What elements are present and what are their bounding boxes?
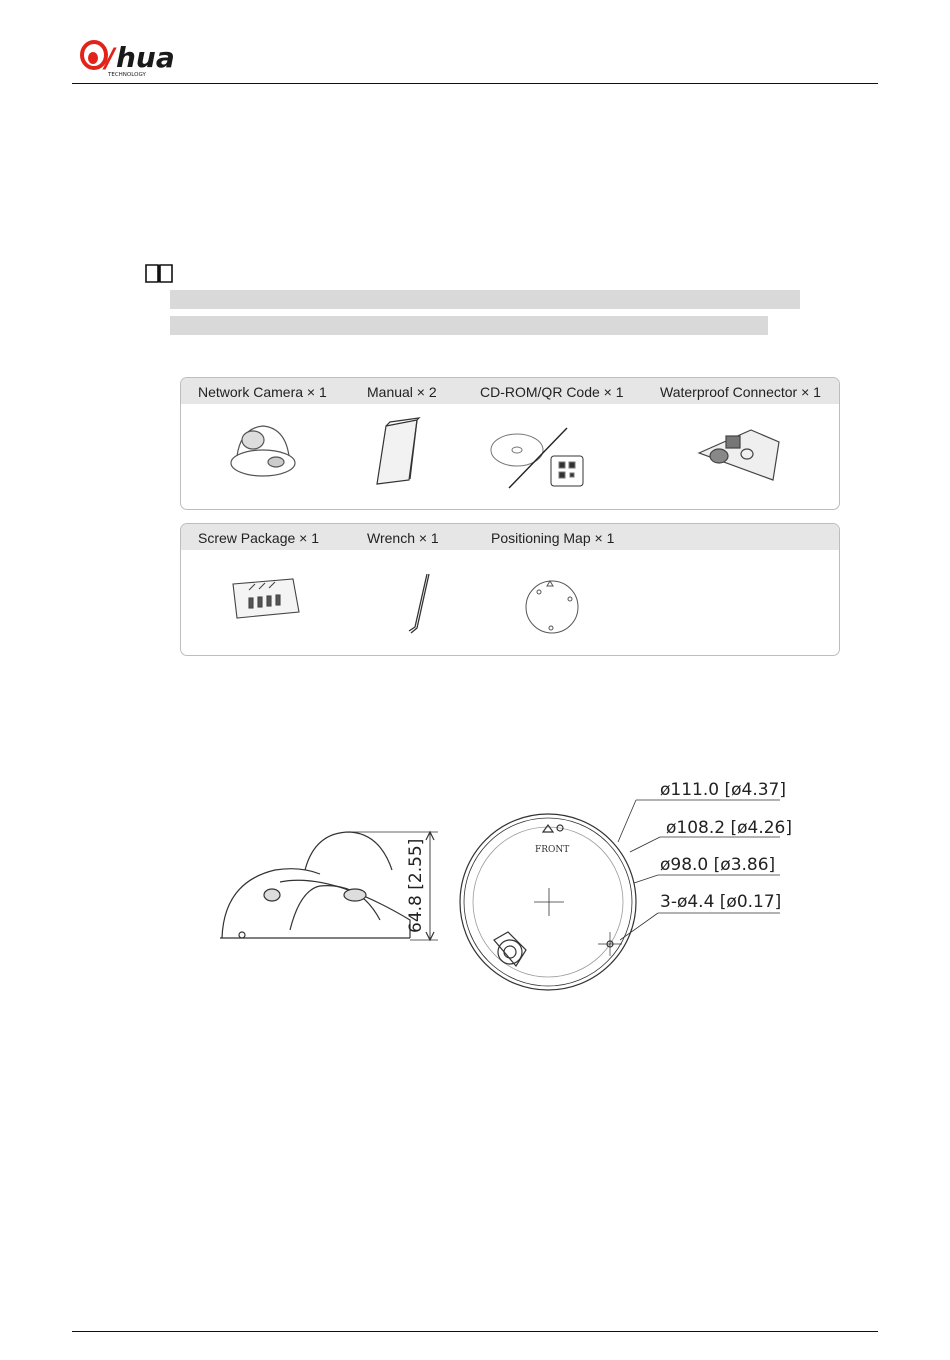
item-label-network-camera: Network Camera × 1 bbox=[198, 384, 327, 400]
packing-list-row-1 bbox=[180, 377, 840, 510]
redacted-text-line bbox=[170, 290, 800, 309]
item-label-wrench: Wrench × 1 bbox=[367, 530, 439, 546]
header-rule bbox=[72, 83, 878, 84]
item-label-waterproof-connector: Waterproof Connector × 1 bbox=[660, 384, 821, 400]
dahua-logo bbox=[78, 38, 198, 80]
redacted-text-line bbox=[170, 316, 768, 335]
manual-illustration bbox=[377, 418, 419, 484]
book-note-icon bbox=[144, 262, 174, 284]
waterproof-connector-illustration bbox=[699, 430, 779, 480]
front-mark: FRONT bbox=[535, 845, 570, 855]
cdrom-qr-illustration bbox=[491, 428, 583, 488]
item-label-screw-package: Screw Package × 1 bbox=[198, 530, 320, 546]
screw-package-illustration bbox=[233, 579, 299, 618]
svg-text:/: / bbox=[105, 43, 115, 74]
network-camera-illustration bbox=[231, 426, 295, 476]
callout-inner-diameter: ø108.2 [ø4.26] bbox=[666, 818, 792, 838]
positioning-map-illustration bbox=[526, 581, 578, 633]
callout-base-diameter: ø98.0 [ø3.86] bbox=[660, 855, 776, 875]
svg-text:hua: hua bbox=[116, 41, 175, 74]
svg-text:TECHNOLOGY: TECHNOLOGY bbox=[108, 72, 146, 78]
dimension-drawing bbox=[220, 770, 800, 1000]
callout-mounting-holes: 3-ø4.4 [ø0.17] bbox=[660, 892, 782, 912]
item-label-manual: Manual × 2 bbox=[367, 384, 437, 400]
packing-list-row-2 bbox=[180, 523, 840, 656]
wrench-illustration bbox=[409, 574, 429, 633]
footer-rule bbox=[72, 1331, 878, 1332]
item-label-cdrom-qr: CD-ROM/QR Code × 1 bbox=[480, 384, 624, 400]
height-dimension-label: 64.8 [2.55] bbox=[406, 838, 426, 933]
callout-outer-diameter: ø111.0 [ø4.37] bbox=[660, 780, 786, 800]
item-label-positioning-map: Positioning Map × 1 bbox=[491, 530, 615, 546]
